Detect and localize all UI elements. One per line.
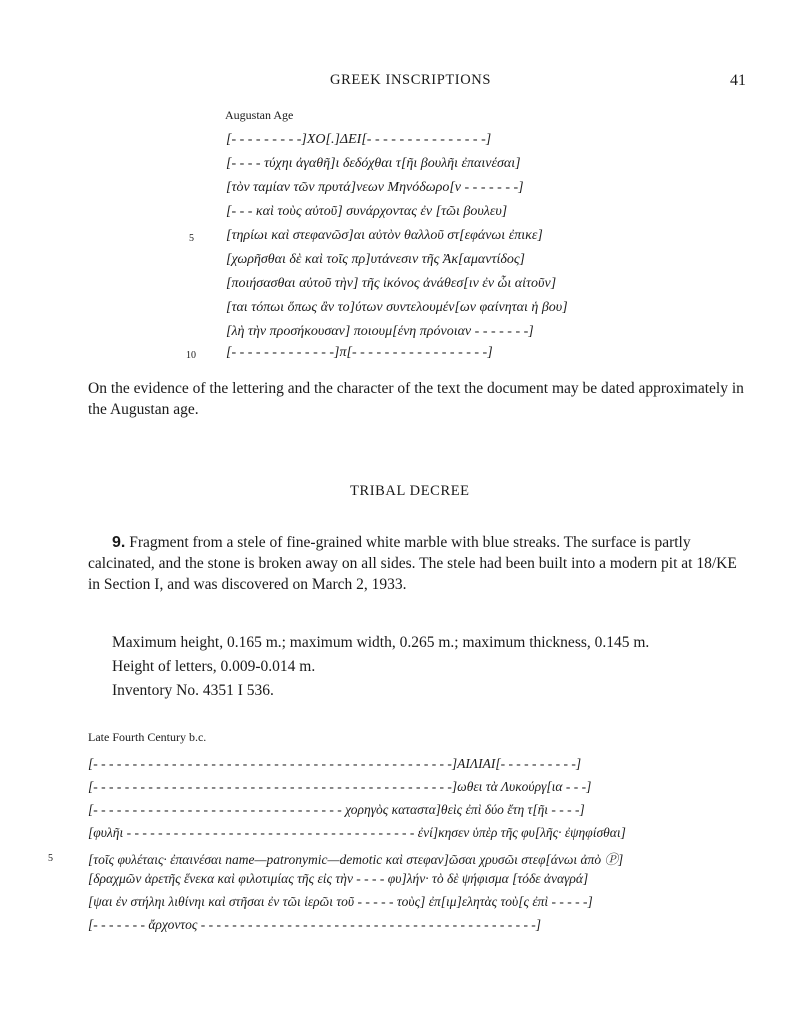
- inscription-line: [φυλῆι - - - - - - - - - - - - - - - - - - - - - - - - - - - - - - - - - - - - - ἐνί]κησεν ὑπὲρ τῆς φυ[λῆς· ἐψηφίσθαι]: [88, 825, 626, 840]
- inscription-line: [ται τόπωι ὅπως ἂν το]ύτων συντελουμέν[ων φαίνηται ἡ βου]: [226, 300, 568, 315]
- inscription-line: [- - - - - - - - - - - - - - - - - - - - - - - - - - - - - - - - χορηγὸς καταστα]θεὶς ἐπὶ δύο ἔτη τ[ῆι - - - -]: [88, 802, 585, 817]
- measurement-dimensions: Maximum height, 0.165 m.; maximum width, 0.265 m.; maximum thickness, 0.145 m.: [112, 634, 650, 651]
- commentary-paragraph: On the evidence of the lettering and the character of the text the document may be dated approximately in the Augustan age.: [88, 380, 744, 418]
- line-number: 10: [186, 350, 196, 361]
- running-title: GREEK INSCRIPTIONS: [330, 72, 492, 88]
- measurement-letter-height: Height of letters, 0.009-0.014 m.: [112, 658, 316, 675]
- inscription-line: [λὴ τὴν προσήκουσαν] ποιουμ[ένη πρόνοιαν - - - - - - -]: [226, 324, 534, 339]
- inscription-line: [τὸν ταμίαν τῶν πρυτά]νεων Μηνόδωρο[ν - - - - - - -]: [226, 180, 524, 195]
- augustan-age-label: Augustan Age: [225, 108, 294, 122]
- inscription-line: [- - - - - - - - - - - - - - - - - - - - - - - - - - - - - - - - - - - - - - - - - - - - - -]ΑΙΛΙΑΙ[- - - - - - - - - -]: [88, 756, 582, 771]
- entry-9-description: [88, 532, 750, 595]
- page-number: 41: [730, 72, 746, 89]
- inscription-line: [- - - - - - - ἄρχοντος - - - - - - - - - - - - - - - - - - - - - - - - - - - - - - - - - - - - - - - - - - -]: [88, 917, 542, 932]
- inscription-line: [ποιήσασθαι αὐτοῦ τὴν] τῆς ἰκόνος ἀνάθεσ[ιν ἐν ὧι αἰτοῦν]: [226, 276, 557, 291]
- inscription-line: [- - - - τύχηι ἀγαθῆ]ι δεδόχθαι τ[ῆι βουλῆι ἐπαινέσαι]: [226, 156, 521, 171]
- entry-description-text: Fragment from a stele of fine-grained white marble with blue streaks. The surface is partly calcinated, and the stone is broken away on all sides. The stele had been built into a modern pit at 18/ΚΕ in Section Ι, and was discovered on March 2, 1933.: [88, 534, 737, 593]
- section-title: TRIBAL DECREE: [350, 483, 470, 499]
- entry-number: 9.: [112, 534, 126, 551]
- inscription-line: [- - - - - - - - - - - - - - - - - - - - - - - - - - - - - - - - - - - - - - - - - - - - - -]ωθει τὰ Λυκούργ[ια - - -]: [88, 779, 592, 794]
- inscription-line: [- - - - - - - - -]ΧΟ[.]ΔΕΙ[- - - - - - - - - - - - - - -]: [226, 132, 492, 147]
- inscription-line: [- - - καὶ τοὺς αὐτοῦ] συνάρχοντας ἐν [τῶι βουλευ]: [226, 204, 508, 219]
- inventory-number: Inventory No. 4351 I 536.: [112, 682, 274, 699]
- line-number: 5: [189, 233, 194, 244]
- inscription-line: [τηρίωι καὶ στεφανῶσ]αι αὐτὸν θαλλοῦ στ[εφάνωι ἐπικε]: [226, 228, 543, 243]
- inscription-line: [- - - - - - - - - - - - -]π[- - - - - - - - - - - - - - - - -]: [226, 345, 493, 360]
- inscription-line: [δραχμῶν ἀρετῆς ἕνεκα καὶ φιλοτιμίας τῆς εἰς τὴν - - - - φυ]λήν· τὸ δὲ ψήφισμα [τόδε ἀναγρά]: [88, 871, 589, 886]
- inscription-line: [χωρῆσθαι δὲ καὶ τοῖς πρ]υτάνεσιν τῆς Ἀκ[αμαντίδος]: [226, 252, 525, 267]
- inscription-line: [τοῖς φυλέταις· ἐπαινέσαι name—patronymic—demotic καὶ στεφαν]ῶσαι χρυσῶι στεφ[άνωι ἀπὸ Ⓟ]: [88, 852, 624, 867]
- inscription-line: [ψαι ἐν στήληι λιθίνηι καὶ στῆσαι ἐν τῶι ἱερῶι τοῦ - - - - - τοὺς] ἐπ[ιμ]ελητὰς τοὺ[ς ἐπὶ - - - - -]: [88, 894, 593, 909]
- line-number: 5: [48, 853, 53, 864]
- late-fourth-century-label: Late Fourth Century b.c.: [88, 730, 207, 744]
